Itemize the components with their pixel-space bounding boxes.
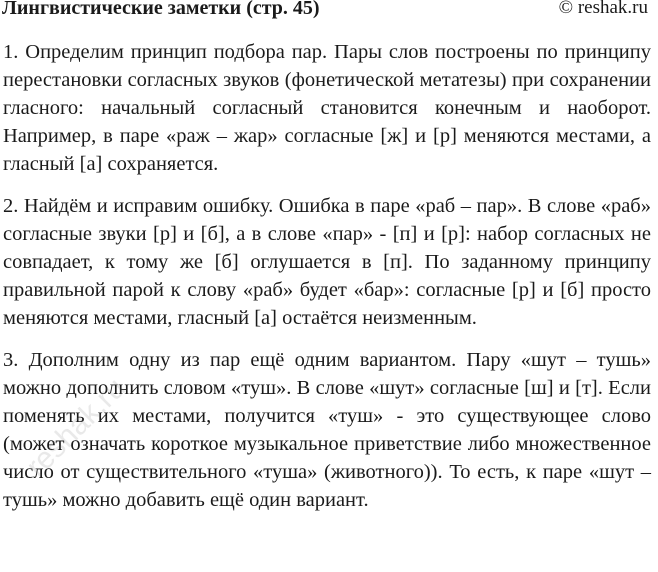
content [3,38,651,528]
diagonal-watermark: reshak.ru [20,371,132,484]
page-title: Лингвистические заметки (стр. 45) [2,0,320,19]
site-watermark: © reshak.ru [558,0,648,18]
header [2,0,652,22]
paragraph-1: 1. Определим принцип подбора пар. Пары слов построены по принципу перестановки согласных звуков (фонетической метатезы) при сохранении гласного: начальный согласный становится конечным и наоборот. Например, в паре «раж – жар» согласные [ж] и [р] меняются местами, а гласный [а] сохраняется. [3,41,651,175]
paragraph-3: 3. Дополним одну из пар ещё одним вариантом. Пару «шут – тушь» можно дополнить словом «туш». В слове «шут» согласные [ш] и [т]. Если поменять их местами, получится «туш» - это существующее слово (может означать короткое музыкальное приветствие либо множественное число от существительного «туша» (животного)). То есть, к паре «шут – тушь» можно добавить ещё один вариант. [3,349,651,511]
paragraph-2: 2. Найдём и исправим ошибку. Ошибка в паре «раб – пар». В слове «раб» согласные звуки [р] и [б], а в слове «пар» - [п] и [р]: набор согласных не совпадает, к тому же [б] оглушается в [п]. По заданному принципу правильной парой к слову «раб» будет «бар»: согласные [р] и [б] просто меняются местами, гласный [а] остаётся неизменным. [3,195,651,329]
